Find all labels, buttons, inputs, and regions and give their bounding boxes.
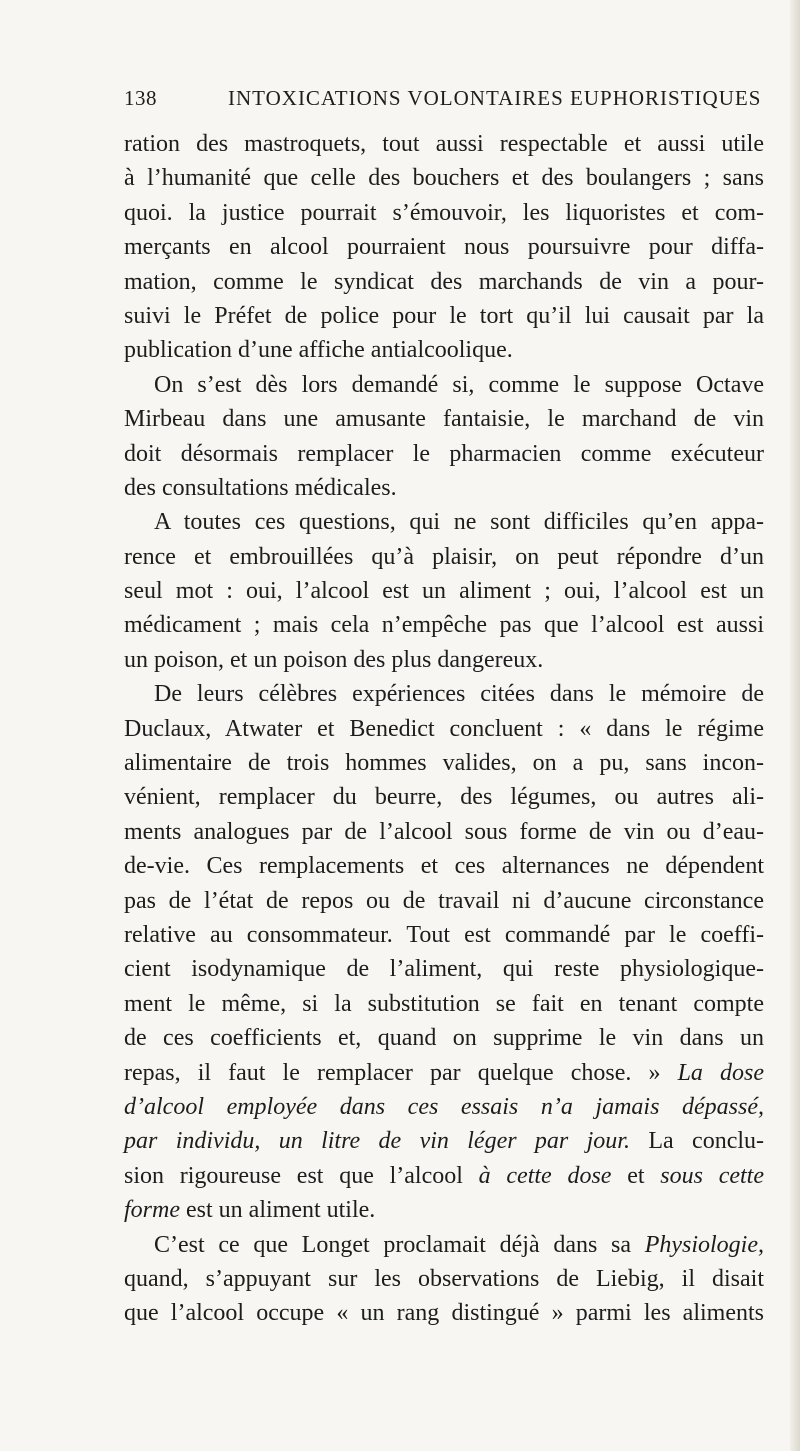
text-line: cient isodynamique de l’aliment, qui reste physiologique- [124,956,764,983]
page-header [124,86,762,116]
text-line: publication d’une affiche antialcoolique. [124,337,513,364]
text-line: pas de l’état de repos ou de travail ni d’aucune circonstance [124,887,764,914]
text-line: un poison, et un poison des plus dangereux. [124,646,544,673]
text-line: On s’est dès lors demandé si, comme le suppose Octave [154,371,764,398]
running-head: INTOXICATIONS VOLONTAIRES EUPHORISTIQUES [228,86,762,110]
text-line: De leurs célèbres expériences citées dans le mémoire de [154,681,764,708]
text-line: Duclaux, Atwater et Benedict concluent : « dans le régime [124,715,764,742]
text-line: ment le même, si la substitution se fait en tenant compte [124,990,764,1017]
text-line: médicament ; mais cela n’empêche pas que l’alcool est aussi [124,612,764,639]
text-line: relative au consommateur. Tout est commandé par le coeffi- [124,921,764,948]
text-line: par individu, un litre de vin léger par jour. La conclu- [124,1128,765,1155]
text-line: d’alcool employée dans ces essais n’a jamais dépassé, [124,1093,764,1120]
text-line: ments analogues par de l’alcool sous forme de vin ou d’eau- [124,818,764,845]
text-line: sion rigoureuse est que l’alcool à cette dose et sous cette [124,1162,764,1189]
text-line: A toutes ces questions, qui ne sont difficiles qu’en appa- [154,509,764,536]
text-line: rence et embrouillées qu’à plaisir, on peut répondre d’un [124,543,764,570]
text-line: repas, il faut le remplacer par quelque chose. » La dose [124,1059,765,1086]
page-number: 138 [124,86,157,110]
text-line: alimentaire de trois hommes valides, on a pu, sans incon- [124,750,764,777]
text-line: que l’alcool occupe « un rang distingué » parmi les aliments [124,1300,764,1327]
text-line: Mirbeau dans une amusante fantaisie, le marchand de vin [124,406,764,433]
body-text [124,127,764,1331]
text-line: quoi. la justice pourrait s’émouvoir, les liquoristes et com- [124,199,764,226]
text-line: vénient, remplacer du beurre, des légumes, ou autres ali- [124,784,764,811]
text-line: de ces coefficients et, quand on supprime le vin dans un [124,1025,764,1052]
page-edge [790,0,800,1451]
text-line: suivi le Préfet de police pour le tort qu’il lui causait par la [124,302,764,329]
text-line: forme est un aliment utile. [124,1197,376,1224]
text-line: doit désormais remplacer le pharmacien comme exécuteur [124,440,764,467]
text-line: quand, s’appuyant sur les observations de Liebig, il disait [124,1265,764,1292]
text-line: seul mot : oui, l’alcool est un aliment ; oui, l’alcool est un [124,578,764,605]
text-line: des consultations médicales. [124,474,397,501]
text-line: à l’humanité que celle des bouchers et des boulangers ; sans [124,165,764,192]
text-line: mation, comme le syndicat des marchands de vin a pour- [124,268,764,295]
text-line: C’est ce que Longet proclamait déjà dans sa Physiologie, [154,1231,764,1258]
text-line: merçants en alcool pourraient nous poursuivre pour diffa- [124,234,764,261]
text-line: ration des mastroquets, tout aussi respectable et aussi utile [124,131,764,157]
text-line: de-vie. Ces remplacements et ces alternances ne dépendent [124,853,764,880]
